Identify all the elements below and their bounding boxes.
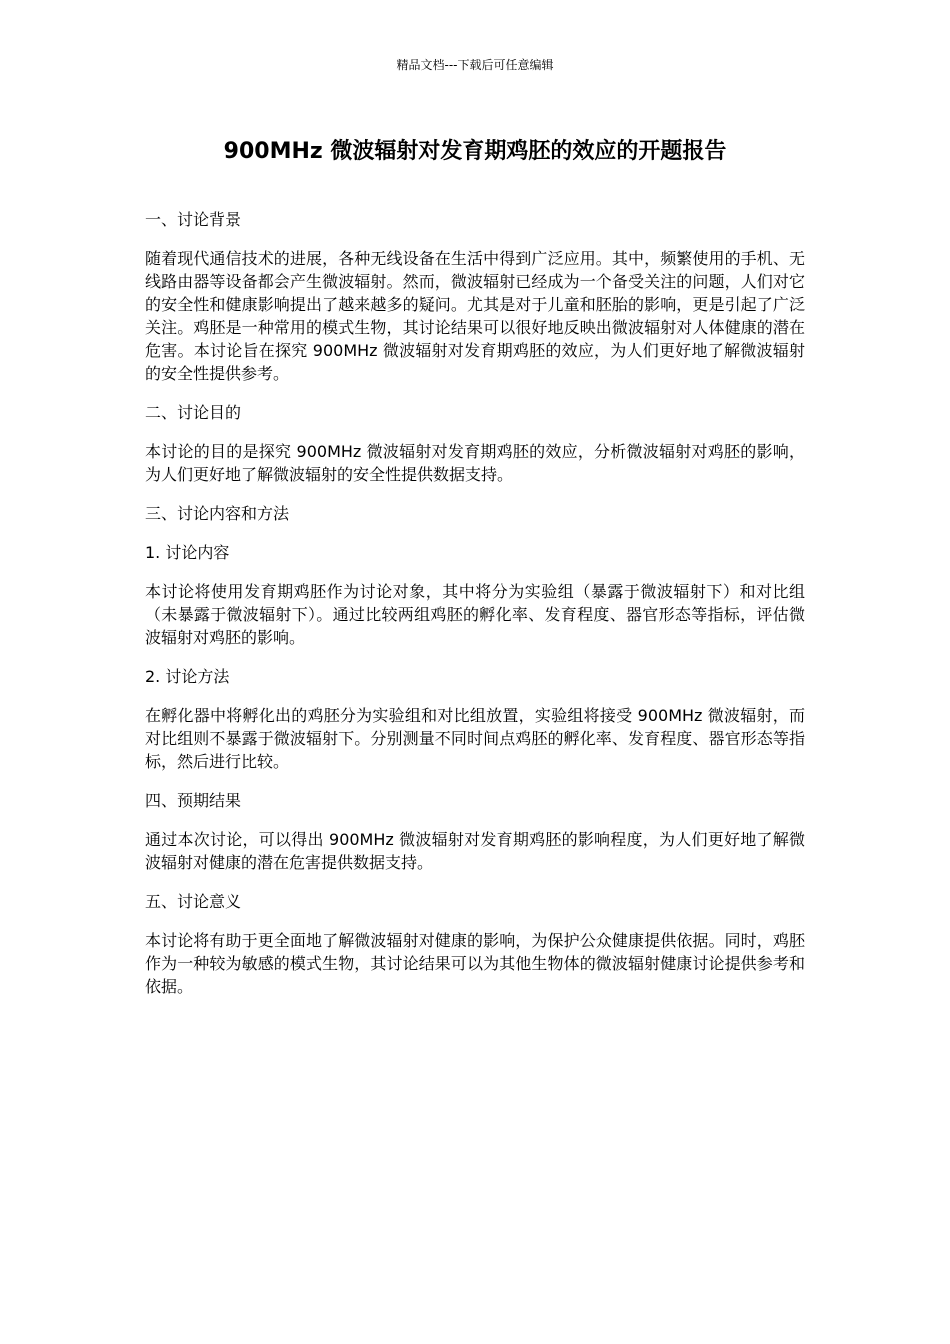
section-text-significance: 本讨论将有助于更全面地了解微波辐射对健康的影响，为保护公众健康提供依据。同时，鸡胚作为一种较为敏感的模式生物，其讨论结果可以为其他生物体的微波辐射健康讨论提供参考和依据。 — [145, 931, 805, 996]
document-body — [145, 208, 805, 1014]
section-heading-background: 一、讨论背景 — [145, 210, 242, 229]
section-heading-results: 四、预期结果 — [145, 791, 242, 810]
header-note: 精品文档---下载后可任意编辑 — [396, 58, 554, 72]
section-text-background: 随着现代通信技术的进展，各种无线设备在生活中得到广泛应用。其中，频繁使用的手机、无线路由器等设备都会产生微波辐射。然而，微波辐射已经成为一个备受关注的问题，人们对它的安全性和健康影响提出了越来越多的疑问。尤其是对于儿童和胚胎的影响，更是引起了广泛关注。鸡胚是一种常用的模式生物，其讨论结果可以很好地反映出微波辐射对人体健康的潜在危害。本讨论旨在探究 900MHz 微波辐射对发育期鸡胚的效应，为人们更好地了解微波辐射的安全性提供参考。 — [145, 249, 805, 383]
section-heading-methods: 三、讨论内容和方法 — [145, 504, 290, 523]
subsection-heading-content: 1. 讨论内容 — [145, 543, 230, 562]
section-text-results: 通过本次讨论，可以得出 900MHz 微波辐射对发育期鸡胚的影响程度，为人们更好地了解微波辐射对健康的潜在危害提供数据支持。 — [145, 830, 805, 872]
section-text-purpose: 本讨论的目的是探究 900MHz 微波辐射对发育期鸡胚的效应，分析微波辐射对鸡胚的影响，为人们更好地了解微波辐射的安全性提供数据支持。 — [145, 442, 805, 484]
section-heading-significance: 五、讨论意义 — [145, 892, 242, 911]
subsection-heading-method: 2. 讨论方法 — [145, 667, 230, 686]
subsection-text-method: 在孵化器中将孵化出的鸡胚分为实验组和对比组放置，实验组将接受 900MHz 微波辐射，而对比组则不暴露于微波辐射下。分别测量不同时间点鸡胚的孵化率、发育程度、器官形态等指标，然后进行比较。 — [145, 706, 805, 771]
subsection-text-content: 本讨论将使用发育期鸡胚作为讨论对象，其中将分为实验组（暴露于微波辐射下）和对比组（未暴露于微波辐射下）。通过比较两组鸡胚的孵化率、发育程度、器官形态等指标，评估微波辐射对鸡胚的影响。 — [145, 582, 805, 647]
document-title: 900MHz 微波辐射对发育期鸡胚的效应的开题报告 — [223, 139, 727, 164]
section-heading-purpose: 二、讨论目的 — [145, 403, 242, 422]
